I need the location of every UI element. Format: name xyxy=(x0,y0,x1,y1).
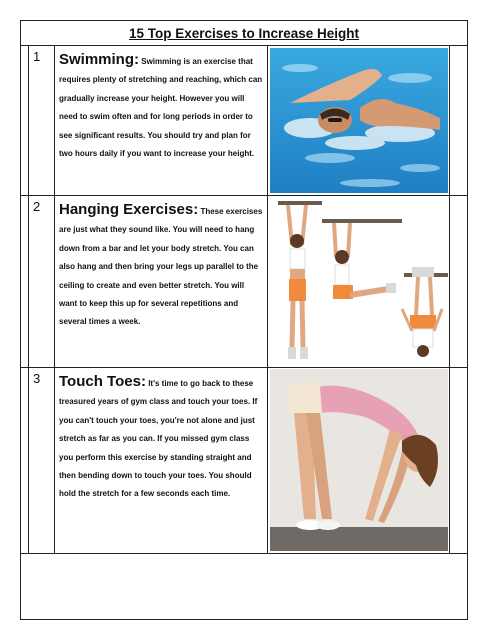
row-text xyxy=(59,51,264,163)
row-body: Swimming is an exercise that requires plenty of stretching and reaching, which can gradually increase your height. However you will need to swim often and for long periods in order to see significant results. You should try and plan for two hours daily if you want to increase your height. xyxy=(59,57,263,159)
row-heading: Touch Toes: xyxy=(59,373,146,390)
table-bottom-border xyxy=(21,553,467,554)
row-text xyxy=(59,201,264,332)
row-divider xyxy=(21,195,467,196)
document-title: 15 Top Exercises to Increase Height xyxy=(128,26,360,41)
swimmer-photo xyxy=(270,48,448,193)
row-number: 3 xyxy=(33,371,41,386)
row-divider xyxy=(21,367,467,368)
table-left-border xyxy=(28,45,29,553)
row-body: These exercises are just what they sound like. You will need to hang down from a bar and let your body stretch. You can also hang and then bring your legs up parallel to the ceiling to create and even better stretch. You will want to keep this up for several repetitions and several times a week. xyxy=(59,207,263,327)
row-heading: Swimming: xyxy=(59,51,140,68)
document-frame xyxy=(20,20,468,620)
number-column-border xyxy=(54,45,55,553)
table-right-border xyxy=(449,45,450,553)
row-text xyxy=(59,373,264,504)
row-number: 2 xyxy=(33,199,41,214)
table-top-border xyxy=(21,45,467,46)
row-number: 1 xyxy=(33,49,41,64)
row-body: It's time to go back to these treasured years of gym class and touch your toes. If you can't touch your toes, you're not alone and just stretch as far as you can. If you missed gym class you perform this exercise by standing straight and then bending down to touch your toes. You should hold the stretch for a few seconds each time. xyxy=(59,379,258,499)
image-column-border xyxy=(267,45,268,553)
hanging-bar-photo xyxy=(270,197,448,365)
toe-touch-photo xyxy=(270,369,448,551)
row-heading: Hanging Exercises: xyxy=(59,201,199,218)
